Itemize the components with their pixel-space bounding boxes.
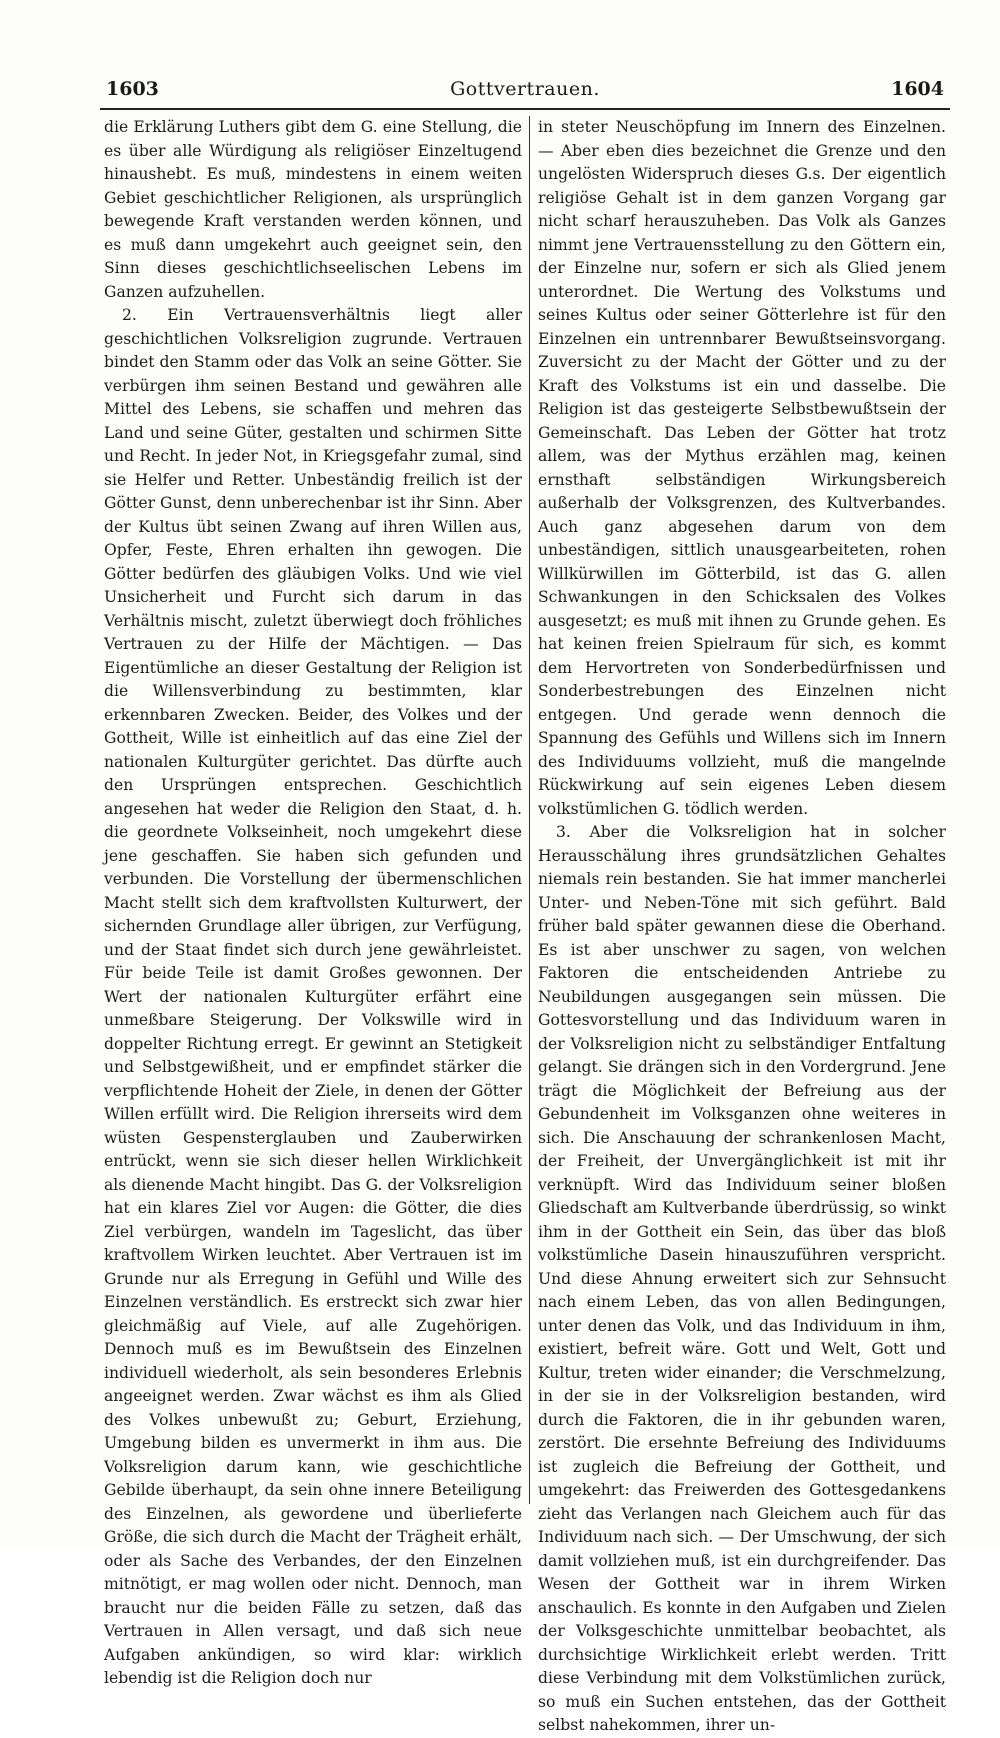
page-number-left: 1603 — [106, 78, 159, 100]
left-paragraph-1: die Erklärung Luthers gibt dem G. eine Stellung, die es über alle Würdigung als religiöser Einzeltugend hinaushebt. Es muß, mindestens in einem weiten Gebiet geschichtlicher Religionen, als ursprünglich bewegende Kraft verstanden werden können, und es muß dann umgekehrt auch geeignet sein, den Sinn dieses geschichtlichseelischen Lebens im Ganzen aufzuhellen. — [104, 118, 522, 301]
right-paragraph-1: in steter Neuschöpfung im Innern des Einzelnen. — Aber eben dies bezeichnet die Grenze und den ungelösten Widerspruch dieses G.s. Der eigentlich religiöse Gehalt ist in dem ganzen Vorgang gar nicht scharf herauszuheben. Das Volk als Ganzes nimmt jene Vertrauensstellung zu den Göttern ein, der Einzelne nur, sofern er sich als Glied jenem unterordnet. Die Wertung des Volkstums und seines Kultus oder seiner Götterlehre ist für den Einzelnen ein untrennbarer Bewußtseinsvorgang. Zuversicht zu der Macht der Götter und zu der Kraft des Volkstums ist ein und dasselbe. Die Religion ist das gesteigerte Selbstbewußtsein der Gemeinschaft. Das Leben der Götter hat trotz allem, was der Mythus erzählen mag, keinen ernsthaft selbständigen Wirkungsbereich außerhalb der Volksgrenzen, des Kultverbandes. Auch ganz abgesehen darum von dem unbeständigen, sittlich unausgearbeiteten, rohen Willkürwillen im Götterbild, ist das G. allen Schwankungen in den Schicksalen des Volkes ausgesetzt; es muß mit ihnen zu Grunde gehen. Es hat keinen freien Spielraum für sich, es kommt dem Hervortreten von Sonderbedürfnissen und Sonderbestrebungen des Einzelnen nicht entgegen. Und gerade wenn dennoch die Spannung des Gefühls und Willens sich im Innern des Individuums vollzieht, muß die mangelnde Rückwirkung auf sein eigenes Leben diesem volkstümlichen G. tödlich werden. — [538, 118, 946, 818]
column-divider — [529, 116, 530, 1504]
page-header — [100, 72, 950, 108]
right-paragraph-2: 3. Aber die Volksreligion hat in solcher Herausschälung ihres grundsätzlichen Gehaltes niemals rein bestanden. Sie hat immer mancherlei Unter- und Neben-Töne mit sich geführt. Bald früher bald später gewannen diese die Oberhand. Es ist aber unschwer zu sagen, von welchen Faktoren die entscheidenden Antriebe zu Neubildungen ausgegangen sein müssen. Die Gottesvorstellung und das Individuum waren in der Volksreligion nicht zu selbständiger Entfaltung gelangt. Sie drängen sich in den Vordergrund. Jene trägt die Möglichkeit der Befreiung aus der Gebundenheit im Volksganzen ohne weiteres in sich. Die Anschauung der schrankenlosen Macht, der Freiheit, der Unvergänglichkeit ist mit ihr verknüpft. Wird das Individuum seiner bloßen Gliedschaft am Kultverbande überdrüssig, so winkt ihm in der Gottheit ein Sein, das über das bloß volkstümliche Dasein hinauszuführen verspricht. Und diese Ahnung erweitert sich zur Sehnsucht nach einem Leben, das von allen Bedingungen, unter denen das Volk, und das Individuum in ihm, existiert, befreit wäre. Gott und Welt, Gott und Kultur, treten wider einander; die Verschmelzung, in der sie in der Volksreligion bestanden, wird durch die Faktoren, die in ihr gebunden waren, zerstört. Die ersehnte Befreiung des Individuums ist zugleich die Befreiung der Gottheit, und umgekehrt: das Freiwerden des Gottesgedankens zieht das Verlangen nach Gleichem auch für das Individuum nach sich. — Der Umschwung, der sich damit vollziehen muß, ist ein durchgreifender. Das Wesen der Gottheit war in ihrem Wirken anschaulich. Es konnte in den Aufgaben und Zielen der Volksgeschichte unmittelbar beobachtet, als durchsichtige Wirklichkeit erlebt werden. Tritt diese Verbindung mit dem Volkstümlichen zurück, so muß ein Suchen entstehen, das der Gottheit selbst nahekommen, ihrer un- — [538, 823, 946, 1734]
left-column — [104, 116, 522, 1687]
right-column — [538, 116, 946, 1734]
page-number-right: 1604 — [891, 78, 944, 100]
left-paragraph-2: 2. Ein Vertrauensverhältnis liegt aller geschichtlichen Volksreligion zugrunde. Vertrauen bindet den Stamm oder das Volk an seine Götter. Sie verbürgen ihm seinen Bestand und gewähren alle Mittel des Lebens, sie schaffen und mehren das Land und seine Güter, gestalten und schirmen Sitte und Recht. In jeder Not, in Kriegsgefahr zumal, sind sie Helfer und Retter. Unbeständig freilich ist der Götter Gunst, denn unberechenbar ist ihr Sinn. Aber der Kultus übt seinen Zwang auf ihren Willen aus, Opfer, Feste, Ehren erhalten ihn gewogen. Die Götter bedürfen des gläubigen Volks. Und wie viel Unsicherheit und Furcht sich darum in das Verhältnis mischt, zuletzt überwiegt doch fröhliches Vertrauen zu der Hilfe der Mächtigen. — Das Eigentümliche an dieser Gestaltung der Religion ist die Willensverbindung zu bestimmten, klar erkennbaren Zwecken. Beider, des Volkes und der Gottheit, Wille ist einheitlich auf das eine Ziel der nationalen Kulturgüter gerichtet. Das dürfte auch den Ursprüngen entsprechen. Geschichtlich angesehen hat weder die Religion den Staat, d. h. die geordnete Volkseinheit, noch umgekehrt diese jene geschaffen. Sie haben sich gefunden und verbunden. Die Vorstellung der übermenschlichen Macht stellt sich dem kraftvollsten Kulturwert, der sichernden Grundlage aller übrigen, zur Verfügung, und der Staat findet sich durch jene gewährleistet. Für beide Teile ist damit Großes gewonnen. Der Wert der nationalen Kulturgüter erfährt eine unmeßbare Steigerung. Der Volkswille wird in doppelter Richtung erregt. Er gewinnt an Stetigkeit und Selbstgewißheit, und er empfindet stärker die verpflichtende Hoheit der Ziele, in denen der Götter Willen erfüllt wird. Die Religion ihrerseits wird dem wüsten Gespensterglauben und Zauberwirken entrückt, wenn sie sich dieser hellen Wirklichkeit als dienende Macht hingibt. Das G. der Volksreligion hat ein klares Ziel vor Augen: die Götter, die dies Ziel verbürgen, wandeln im Tageslicht, das über kraftvollem Wirken leuchtet. Aber Vertrauen ist im Grunde nur als Erregung in Gefühl und Wille des Einzelnen verständlich. Es erstreckt sich zwar hier gleichmäßig auf Viele, auf alle Zugehörigen. Dennoch muß es im Bewußtsein des Einzelnen individuell wiederholt, als sein besonderes Erlebnis angeeignet werden. Zwar wächst es ihm als Glied des Volkes unbewußt zu; Geburt, Erziehung, Umgebung bilden es unvermerkt in ihm aus. Die Volksreligion darum kann, wie geschichtliche Gebilde überhaupt, da sein ohne innere Beteiligung des Einzelnen, als gewordene und überlieferte Größe, die sich durch die Macht der Trägheit erhält, oder als Sache des Verbandes, der den Einzelnen mitnötigt, er mag wollen oder nicht. Dennoch, man braucht nur die beiden Fälle zu setzen, daß das Vertrauen in Allen versagt, und daß sich neue Aufgaben ankündigen, so wird klar: wirklich lebendig ist die Religion doch nur — [104, 306, 522, 1687]
running-title: Gottvertrauen. — [450, 78, 600, 100]
header-rule — [100, 108, 950, 110]
